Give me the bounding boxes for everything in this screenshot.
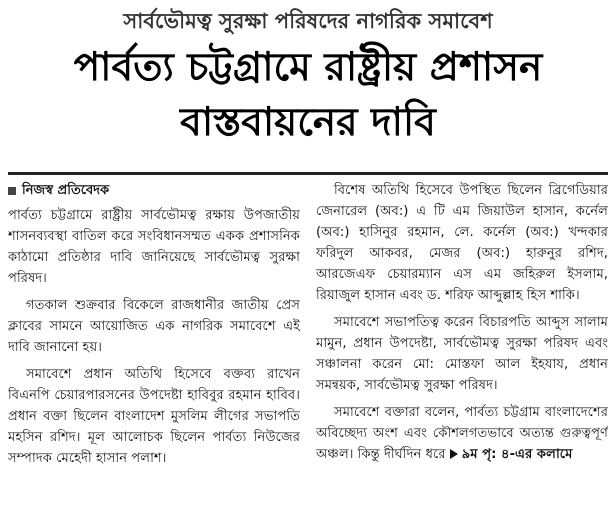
paragraph [316,402,608,465]
paragraph: বিশেষ অতিথি হিসেবে উপস্থিত ছিলেন ব্রিগেডিয়ার জেনারেল (অব:) এ টি এম জিয়াউল হাসান, কর্নেল (অব:) হাসিনুর রহমান, লে. কর্নেল (অব:) খন্দকার ফরিদুল আকবর, মেজর (অব:) হারুনুর রশিদ, আরজেএফ চেয়ারম্যান এস এম জহিরুল ইসলাম, রিয়াজুল হাসান এবং ড. শরিফ আব্দুল্লাহ হিস শাকি। [316,183,608,303]
continuation-note [450,447,573,462]
main-headline-line-2: বাস্তবায়নের দাবি [180,100,436,145]
kicker-headline: সার্বভৌমত্ব সুরক্ষা পরিষদের নাগরিক সমাবেশ [123,9,493,33]
paragraph: পার্বত্য চট্টগ্রামে রাষ্ট্রীয় সার্বভৌমত্ব রক্ষায় উপজাতীয় শাসনব্যবস্থা বাতিল করে সংবিধানসম্মত একক প্রশাসনিক কাঠামো প্রতিষ্ঠার দাবি জানিয়েছে সার্বভৌমত্ব সুরক্ষা পরিষদ। [8,208,300,286]
paragraph: সমাবেশে সভাপতিত্ব করেন বিচারপতি আব্দুস সালাম মামুন, প্রধান উপদেষ্টা, সার্বভৌমত্ব সুরক্ষা পরিষদ এবং সঞ্চালনা করেন মো: মোস্তফা আল ইহযায, প্রধান সমন্বয়ক, সার্বভৌমত্ব সুরক্ষা পরিষদ। [316,315,608,393]
paragraph: সমাবেশে প্রধান অতিথি হিসেবে বক্তব্য রাখেন বিএনপি চেয়ারপারসনের উপদেষ্টা হাবিবুর রহমান হাবিব। প্রধান বক্তা ছিলেন বাংলাদেশ মুসলিম লীগের সভাপতি মহসিন রশিদ। মূল আলোচক ছিলেন পার্বত্য নিউজের সম্পাদক মেহেদী হাসান পলাশ। [8,367,300,466]
headline-divider [8,172,608,175]
main-headline-line-1: পার্বত্য চট্টগ্রামে রাষ্ট্রীয় প্রশাসন [73,45,543,90]
article-body [8,180,608,506]
paragraph-text: সমাবেশে বক্তারা বলেন, পার্বত্য চট্টগ্রাম বাংলাদেশের অবিচ্ছেদ্য অংশ এবং কৌশলগতভাবে অত্যন্ত গুরুত্বপূর্ণ অঞ্চল। কিন্তু দীর্ঘদিন ধরে [316,405,608,462]
article-left-column [8,180,300,506]
article-right-column [316,180,608,506]
continuation-text: ৯ম পৃ: ৪-এর কলামে [461,447,573,462]
continuation-arrow-icon [450,449,458,459]
byline [8,180,300,201]
byline-bullet-icon [8,187,16,195]
paragraph: গতকাল শুক্রবার বিকেলে রাজধানীর জাতীয় প্রেস ক্লাবের সামনে আয়োজিত এক নাগরিক সমাবেশে এই দাবি জানানো হয়। [8,298,300,355]
byline-text: নিজস্ব প্রতিবেদক [22,183,110,198]
